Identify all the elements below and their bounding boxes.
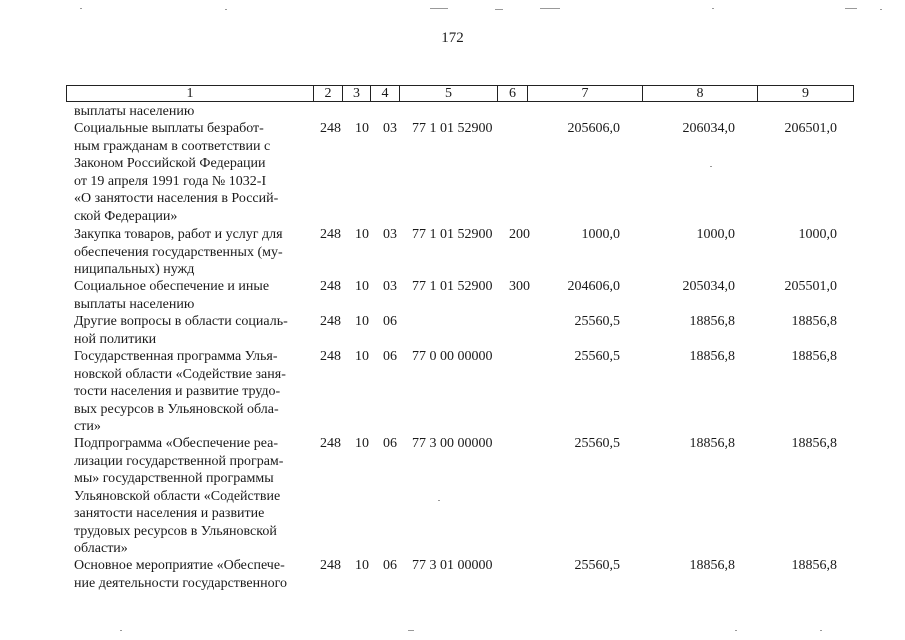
scan-speck	[225, 9, 227, 10]
row-line: от 19 апреля 1991 года № 1032-I	[74, 173, 267, 189]
row-line: ным гражданам в соответствии с	[74, 138, 271, 154]
scan-speck	[540, 8, 560, 9]
row-line: Основное мероприятие «Обеспече-	[74, 558, 285, 573]
cell-col-6: 300	[509, 279, 530, 294]
header-col-1: 1	[67, 86, 314, 101]
row-line: области»	[74, 541, 128, 556]
cell-col-5: 77 1 01 52900	[412, 279, 493, 294]
cell-col-7: 25560,5	[574, 314, 620, 329]
cell-col-4: 03	[383, 227, 397, 242]
row-line: лизации государственной програм-	[74, 453, 284, 469]
cell-col-2: 248	[320, 121, 341, 136]
cell-col-7: 205606,0	[567, 121, 620, 136]
cell-col-4: 06	[383, 349, 397, 364]
row-line: выплаты населению	[74, 296, 195, 312]
row-line: сти»	[74, 419, 101, 434]
cell-col-3: 10	[355, 349, 369, 364]
row-line: ной политики	[74, 331, 157, 347]
top-fragment-text: выплаты населению	[74, 104, 195, 119]
row-description	[74, 226, 308, 279]
cell-col-2: 248	[320, 558, 341, 573]
row-line: обеспечения государственных (му-	[74, 244, 283, 260]
cell-col-2: 248	[320, 349, 341, 364]
cell-col-5: 77 3 00 00000	[412, 436, 493, 451]
row-line: занятости населения и развитие	[74, 506, 265, 521]
cell-col-8: 1000,0	[696, 227, 735, 242]
cell-col-2: 248	[320, 227, 341, 242]
row-line: Государственная программа Улья-	[74, 349, 278, 364]
header-col-9: 9	[802, 86, 809, 101]
scan-speck	[735, 630, 737, 631]
row-description	[74, 435, 308, 558]
row-line: Социальные выплаты безработ-	[74, 121, 264, 136]
row-line: Социальное обеспечение и иные	[74, 279, 270, 294]
cell-col-4: 03	[383, 279, 397, 294]
cell-col-8: 205034,0	[682, 279, 735, 294]
scan-speck	[430, 8, 448, 9]
row-line: трудовых ресурсов в Ульяновской	[74, 523, 277, 539]
header-col-3: 3	[343, 86, 371, 101]
cell-col-5: 77 3 01 00000	[412, 558, 493, 573]
cell-col-8: 18856,8	[689, 349, 735, 364]
header-col-6: 6	[498, 86, 528, 101]
row-line: Ульяновской области «Содействие	[74, 488, 281, 504]
cell-col-9: 206501,0	[784, 121, 837, 136]
cell-col-3: 10	[355, 227, 369, 242]
page-number: 172	[441, 30, 464, 46]
cell-col-7: 25560,5	[574, 558, 620, 573]
cell-col-4: 06	[383, 314, 397, 329]
cell-col-8: 18856,8	[689, 436, 735, 451]
scan-speck	[495, 9, 503, 10]
scan-speck	[120, 630, 122, 631]
row-line: Подпрограмма «Обеспечение реа-	[74, 436, 279, 451]
cell-col-4: 06	[383, 558, 397, 573]
scan-speck	[712, 8, 714, 9]
row-line: Законом Российской Федерации	[74, 156, 266, 171]
cell-col-2: 248	[320, 279, 341, 294]
scan-speck	[880, 9, 882, 10]
row-line: Другие вопросы в области социаль-	[74, 314, 288, 329]
cell-col-2: 248	[320, 436, 341, 451]
cell-col-9: 18856,8	[791, 558, 837, 573]
row-line: новской области «Содействие заня-	[74, 366, 286, 382]
cell-col-4: 06	[383, 436, 397, 451]
row-description	[74, 278, 308, 313]
scan-speck	[710, 166, 712, 167]
header-col-4: 4	[371, 86, 400, 101]
cell-col-2: 248	[320, 314, 341, 329]
cell-col-4: 03	[383, 121, 397, 136]
cell-col-9: 18856,8	[791, 436, 837, 451]
cell-col-5: 77 0 00 00000	[412, 349, 493, 364]
scan-speck	[820, 630, 822, 631]
cell-col-5: 77 1 01 52900	[412, 121, 493, 136]
cell-col-3: 10	[355, 279, 369, 294]
row-line: вых ресурсов в Ульяновской обла-	[74, 401, 279, 417]
row-line: ниципальных) нужд	[74, 262, 195, 277]
cell-col-7: 204606,0	[567, 279, 620, 294]
scan-speck	[80, 8, 82, 9]
row-line: ской Федерации»	[74, 208, 178, 224]
cell-col-7: 1000,0	[581, 227, 620, 242]
row-description	[74, 120, 308, 225]
scan-speck	[408, 630, 414, 631]
scan-speck	[845, 8, 857, 9]
header-col-8: 8	[643, 86, 758, 101]
row-line: ние деятельности государственного	[74, 575, 288, 591]
cell-col-5: 77 1 01 52900	[412, 227, 493, 242]
cell-col-3: 10	[355, 121, 369, 136]
row-description	[74, 348, 308, 436]
header-col-7: 7	[528, 86, 643, 101]
cell-col-8: 206034,0	[682, 121, 735, 136]
cell-col-7: 25560,5	[574, 349, 620, 364]
cell-col-8: 18856,8	[689, 314, 735, 329]
cell-col-9: 205501,0	[784, 279, 837, 294]
cell-col-6: 200	[509, 227, 530, 242]
scan-speck	[438, 500, 440, 501]
cell-col-3: 10	[355, 314, 369, 329]
cell-col-9: 18856,8	[791, 349, 837, 364]
cell-col-3: 10	[355, 558, 369, 573]
row-line: «О занятости населения в Россий-	[74, 191, 279, 206]
cell-col-7: 25560,5	[574, 436, 620, 451]
row-description	[74, 557, 308, 592]
cell-col-3: 10	[355, 436, 369, 451]
header-col-5: 5	[400, 86, 498, 101]
header-col-2: 2	[314, 86, 343, 101]
cell-col-8: 18856,8	[689, 558, 735, 573]
table-header-row	[66, 85, 854, 102]
cell-col-9: 1000,0	[798, 227, 837, 242]
row-description	[74, 313, 308, 348]
row-line: Закупка товаров, работ и услуг для	[74, 227, 283, 242]
cell-col-9: 18856,8	[791, 314, 837, 329]
row-line: мы» государственной программы	[74, 471, 274, 486]
row-line: тости населения и развитие трудо-	[74, 384, 281, 399]
